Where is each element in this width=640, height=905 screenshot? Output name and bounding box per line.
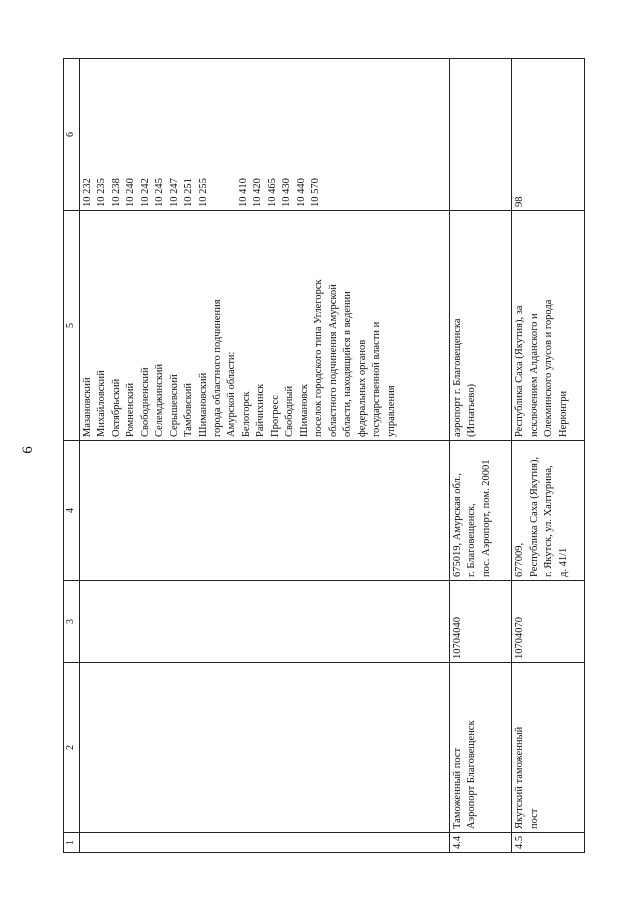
zone-line: Нерюнгри	[557, 390, 569, 437]
oktmo-code: 10 251	[183, 178, 195, 207]
zone-line: Олекминского улусов и города	[543, 299, 555, 437]
header-cell: 5	[64, 211, 80, 441]
settlement-text: государственной власти и	[371, 321, 383, 437]
zone-cell	[449, 211, 512, 441]
oktmo-code: 10 420	[252, 178, 264, 207]
oktmo-code: 10 245	[154, 178, 166, 207]
table-row-4-4	[449, 59, 512, 853]
post-name-line: Таможенный пост	[451, 747, 463, 829]
post-name-line: пост	[528, 808, 540, 829]
address-cell	[449, 441, 512, 581]
oktmo-cell	[79, 59, 449, 211]
header-cell: 3	[64, 581, 80, 663]
table-row-continuation	[79, 59, 449, 853]
oktmo-code: 10 410	[237, 178, 249, 207]
oktmo-code: 10 440	[295, 178, 307, 207]
city-name: Свободный	[284, 385, 296, 437]
section-heading: города областного подчинения	[211, 299, 223, 437]
oktmo-code: 10 232	[81, 178, 93, 207]
address-line: г. Якутск, ул. Халтурина,	[543, 465, 555, 577]
zone-cell	[79, 211, 449, 441]
num-cell	[79, 833, 449, 853]
row-number: 4.4	[449, 833, 512, 853]
zone-line: Республика Саха (Якутия), за	[514, 305, 526, 437]
address-cell	[79, 441, 449, 581]
spacer	[211, 62, 224, 207]
oktmo-code: 10 240	[125, 178, 137, 207]
city-name: Белогорск	[240, 391, 252, 437]
post-name-cell	[449, 663, 512, 833]
district-name: Шимановский	[197, 372, 209, 437]
settlement-text: управления	[385, 385, 397, 437]
district-name: Селемджинский	[154, 363, 166, 437]
address-line: 677009,	[514, 542, 526, 577]
city-name: Райчихинск	[255, 383, 267, 437]
post-name-cell	[512, 663, 585, 833]
oktmo-code: 10 247	[168, 178, 180, 207]
address-line: 675019, Амурская обл.,	[451, 472, 463, 577]
district-name: Октябрьский	[110, 378, 122, 437]
oktmo-code: 10 242	[139, 178, 151, 207]
district-name: Серышевский	[168, 374, 180, 437]
row-number: 4.5	[512, 833, 585, 853]
oktmo-code: 10 430	[281, 178, 293, 207]
settlement-text: поселок городского типа Углегорск	[313, 279, 325, 437]
district-name: Свободненский	[139, 367, 151, 437]
post-name-line: Якутский таможенный	[514, 726, 526, 829]
address-line: пос. Аэропорт, пом. 20001	[480, 459, 492, 577]
header-cell: 6	[64, 59, 80, 211]
district-name: Тамбовский	[183, 383, 195, 437]
code-cell	[79, 581, 449, 663]
zone-cell	[512, 211, 585, 441]
district-name: Михайловский	[96, 370, 108, 437]
city-name: Прогресс	[269, 395, 281, 437]
oktmo-cell	[449, 59, 512, 211]
zone-line: исключением Алданского и	[528, 313, 540, 437]
address-line: г. Благовещенск,	[466, 503, 478, 577]
customs-posts-table	[63, 58, 585, 853]
settlement-text: областного подчинения Амурской	[327, 284, 339, 437]
oktmo-code: 10 238	[110, 178, 122, 207]
section-heading: Амурской области:	[226, 351, 238, 437]
table-row-4-5	[512, 59, 585, 853]
header-cell: 1	[64, 833, 80, 853]
oktmo-code: 10 255	[197, 178, 209, 207]
city-name: Шимановск	[298, 384, 310, 437]
header-row	[64, 59, 80, 853]
oktmo-code: 10 570	[310, 178, 322, 207]
district-name: Ромненский	[125, 382, 137, 437]
settlement-text: федеральных органов	[356, 339, 368, 437]
district-name: Мазановский	[81, 377, 93, 437]
post-code: 10704040	[449, 581, 512, 663]
zone-line: (Игнатьево)	[466, 383, 478, 437]
oktmo-cell: 98	[512, 59, 585, 211]
post-code: 10704070	[512, 581, 585, 663]
settlement-text: области, находящийся в ведении	[342, 291, 354, 437]
oktmo-code: 10 465	[266, 178, 278, 207]
post-name-line: Аэропорт Благовещенск	[466, 720, 478, 829]
address-cell	[512, 441, 585, 581]
header-cell: 4	[64, 441, 80, 581]
page-number: 6	[20, 446, 36, 454]
name-cell	[79, 663, 449, 833]
oktmo-code: 10 235	[96, 178, 108, 207]
address-line: д. 41/1	[557, 547, 569, 577]
spacer	[224, 62, 237, 207]
address-line: Республика Саха (Якутия),	[528, 456, 540, 577]
zone-line: аэропорт г. Благовещенска	[451, 318, 463, 437]
header-cell: 2	[64, 663, 80, 833]
